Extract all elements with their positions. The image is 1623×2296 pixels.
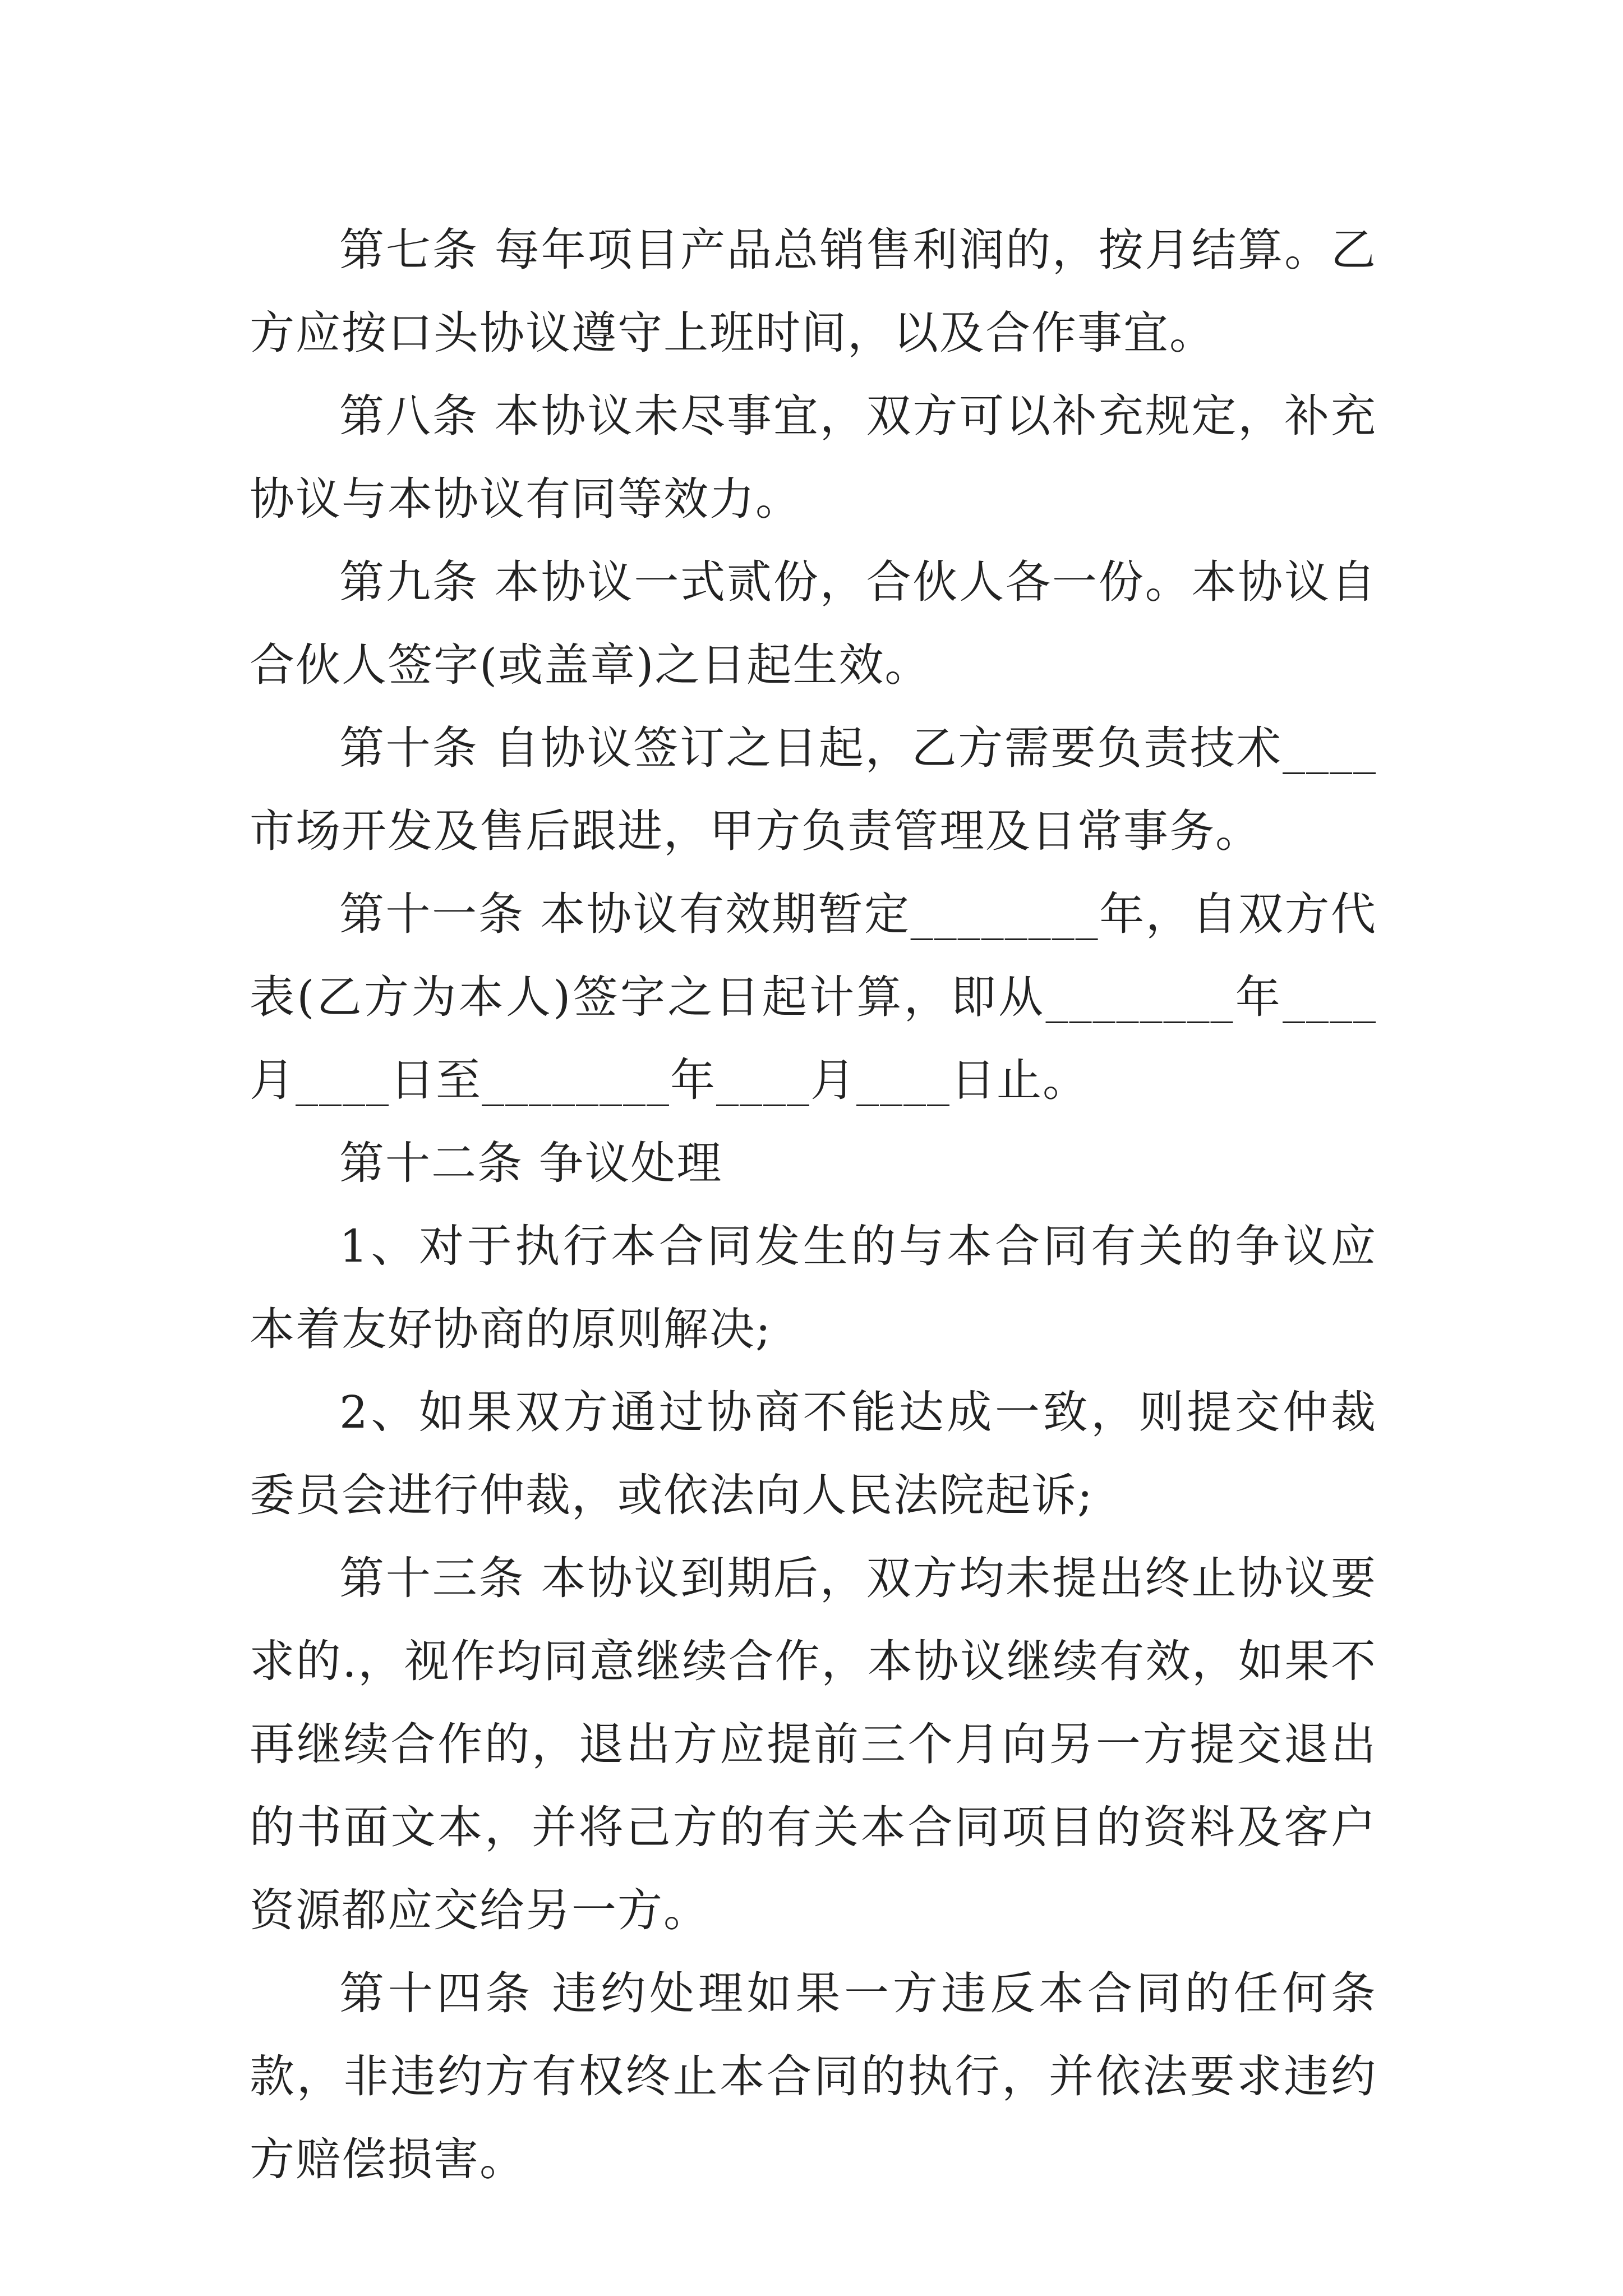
article-14-paragraph: 第十四条 违约处理如果一方违反本合同的任何条款，非违约方有权终止本合同的执行，并依法要求违约方赔偿损害。	[250, 1967, 1377, 2185]
article-9-paragraph: 第九条 本协议一式贰份，合伙人各一份。本协议自合伙人签字(或盖章)之日起生效。	[250, 556, 1377, 691]
article-12-heading: 第十二条 争议处理	[339, 1137, 723, 1189]
document-body	[250, 209, 1377, 2201]
article-12-item-2: 2、如果双方通过协商不能达成一致，则提交仲裁委员会进行仲裁，或依法向人民法院起诉;	[250, 1386, 1377, 1521]
article-8-paragraph: 第八条 本协议未尽事宜，双方可以补充规定，补充协议与本协议有同等效力。	[250, 390, 1377, 525]
article-11-paragraph: 第十一条 本协议有效期暂定________年，自双方代表(乙方为本人)签字之日起计算，即从________年____月____日至________年____月____日止。	[250, 888, 1377, 1106]
article-12-item-1: 1、对于执行本合同发生的与本合同有关的争议应本着友好协商的原则解决;	[250, 1220, 1377, 1355]
article-7-paragraph: 第七条 每年项目产品总销售利润的，按月结算。乙方应按口头协议遵守上班时间，以及合作事宜。	[250, 224, 1377, 359]
article-13-paragraph: 第十三条 本协议到期后，双方均未提出终止协议要求的.，视作均同意继续合作，本协议继续有效，如果不再继续合作的，退出方应提前三个月向另一方提交退出的书面文本，并将己方的有关本合同项目的资料及客户资源都应交给另一方。	[250, 1552, 1377, 1936]
article-10-paragraph: 第十条 自协议签订之日起，乙方需要负责技术____市场开发及售后跟进，甲方负责管理及日常事务。	[250, 722, 1377, 857]
